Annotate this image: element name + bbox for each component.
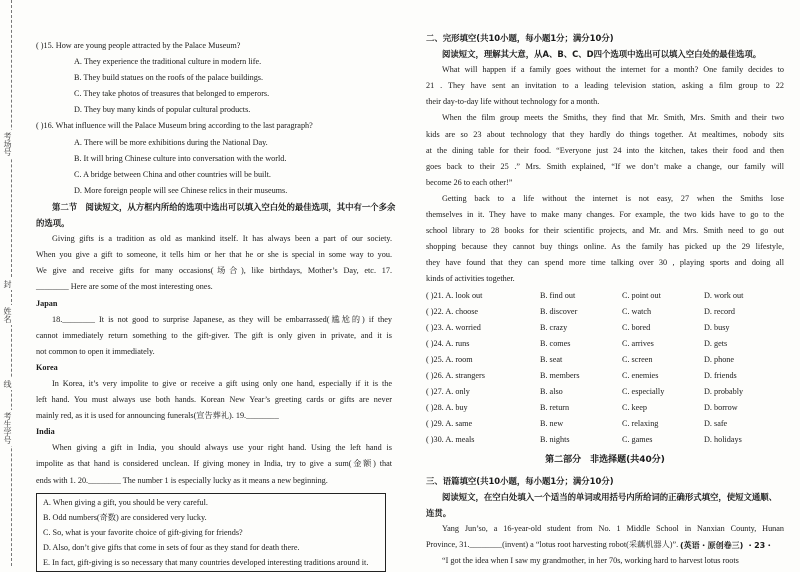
cloze-heading: 二、完形填空(共10小题，每小题1分；满分10分)	[426, 33, 614, 43]
passage-line: they have found that they can spend more time talking over 30 , playing sports and doing all	[426, 258, 784, 268]
passage-line: When the film group meets the Smiths, they find that Mr. Smith, Mrs. Smith and their two	[442, 113, 784, 123]
section-3-heading: 三、语篇填空(共10小题，每小题1分；满分10分)	[426, 475, 614, 486]
cloze-option: D. friends	[704, 370, 737, 380]
cloze-option: C. watch	[622, 306, 652, 316]
binding-label-line: 线	[3, 380, 12, 388]
right-column	[426, 30, 784, 569]
heading-korea: Korea	[36, 362, 58, 372]
q15-option: B. They build statues on the roofs of the palace buildings.	[74, 73, 264, 83]
cloze-row	[426, 320, 784, 336]
cloze-option: C. especially	[622, 387, 665, 397]
section-2-title-cont: 的选项。	[36, 218, 70, 229]
binding-label-name: 姓名	[3, 307, 12, 323]
cloze-option: B. also	[540, 387, 563, 397]
cloze-question-option-a: ( )30. A. meals	[426, 435, 475, 445]
q16-option: A. There will be more exhibitions during the National Day.	[74, 137, 268, 147]
cloze-option: C. arrives	[622, 338, 654, 348]
passage-line: Province, 31.________(invent) a “lotus root harvesting robot(采藕机器人)”.	[426, 539, 679, 549]
passage-line: When giving a gift in India, you should always use your right hand. Using the left hand is	[52, 443, 392, 453]
cloze-row	[426, 400, 784, 416]
cloze-question-option-a: ( )28. A. buy	[426, 403, 468, 413]
cloze-option: C. relaxing	[622, 419, 659, 429]
cloze-row	[426, 416, 784, 432]
passage-line: not common to open it immediately.	[36, 346, 155, 356]
box-option: B. Odd numbers(奇数) are considered very lucky.	[43, 512, 207, 522]
cloze-option: B. seat	[540, 354, 563, 364]
cloze-question-option-a: ( )27. A. only	[426, 387, 470, 397]
q16-option: C. A bridge between China and other countries will be built.	[74, 169, 271, 179]
cloze-option: B. crazy	[540, 322, 568, 332]
passage-line: Yang Jun’so, a 16-year-old student from No. 1 Middle School in Nanxian County, Hunan	[442, 523, 784, 533]
q15-option: A. They experience the traditional culture in modern life.	[74, 57, 262, 67]
cloze-row	[426, 368, 784, 384]
cloze-option: D. borrow	[704, 403, 738, 413]
passage-line: cannot immediately return something to the gift-giver. The gift is only given in private, and it is	[36, 330, 392, 340]
cloze-option: D. work out	[704, 290, 744, 300]
cloze-row	[426, 352, 784, 368]
section-3-instruction-cont: 连贯。	[426, 507, 452, 518]
cloze-question-option-a: ( )22. A. choose	[426, 306, 479, 316]
box-option: C. So, what is your favorite choice of gift-giving for friends?	[43, 527, 243, 537]
box-option: A. When giving a gift, you should be very careful.	[43, 497, 208, 507]
cloze-option: C. enemies	[622, 370, 659, 380]
passage-line: ends with 1. 20.________ The number 1 is especially lucky as it means a new beginning.	[36, 475, 328, 485]
q15-option: D. They buy many kinds of popular cultural products.	[74, 105, 251, 115]
passage-line: We give and receive gifts for many occasions(场合), like birthdays, Mother’s Day, etc. 17.	[36, 266, 392, 276]
passage-line: In Korea, it’s very impolite to give or receive a gift using only one hand, especially if it is the	[52, 378, 392, 388]
cloze-option: B. find out	[540, 290, 576, 300]
question-15-stem: ( )15. How are young people attracted by the Palace Museum?	[36, 41, 241, 50]
cloze-options-table	[426, 288, 784, 449]
passage-line: goes back to their 25 .” Mrs. Smith explained, “If we don’t make a change, our family will	[426, 161, 784, 171]
cloze-instruction: 阅读短文，理解其大意，从A、B、C、D四个选项中选出可以填入空白处的最佳选项。	[442, 49, 762, 60]
left-column	[36, 38, 396, 572]
cloze-row	[426, 288, 784, 304]
cloze-question-option-a: ( )26. A. strangers	[426, 370, 485, 380]
binding-label-seal: 封	[3, 280, 12, 288]
cloze-option: D. holidays	[704, 435, 742, 445]
cloze-row	[426, 432, 784, 448]
passage-line: school library to 28 books for their scientific projects, and Mr. and Mrs. Smith need to go out	[426, 226, 784, 236]
cloze-option: B. comes	[540, 338, 571, 348]
heading-japan: Japan	[36, 298, 58, 308]
box-option: E. In fact, gift-giving is so necessary that many countries developed interesting traditions around it.	[43, 557, 369, 567]
binding-margin	[0, 0, 22, 566]
passage-line: become 26 to each other!”	[426, 177, 513, 187]
part-2-title: 第二部分 非选择题(共40分)	[545, 455, 665, 466]
cloze-option: C. games	[622, 435, 653, 445]
binding-label-exam-no: 考场号	[3, 132, 12, 156]
cloze-option: C. keep	[622, 403, 648, 413]
cloze-row	[426, 336, 784, 352]
cloze-option: C. bored	[622, 322, 651, 332]
cloze-option: C. screen	[622, 354, 653, 364]
cloze-option: D. record	[704, 306, 735, 316]
cloze-option: B. nights	[540, 435, 570, 445]
passage-line: Giving gifts is a tradition as old as mankind itself. It has always been a part of our society.	[52, 234, 392, 244]
cloze-question-option-a: ( )24. A. runs	[426, 338, 470, 348]
question-16-stem: ( )16. What influence will the Palace Museum bring according to the last paragraph?	[36, 121, 313, 131]
cloze-row	[426, 304, 784, 320]
page-footer: (英语・原创卷三) ・23・	[680, 541, 774, 550]
cloze-option: D. gets	[704, 338, 728, 348]
cloze-question-option-a: ( )29. A. same	[426, 419, 473, 429]
q16-option: B. It will bring Chinese culture into conversation with the world.	[74, 153, 287, 163]
cloze-question-option-a: ( )25. A. room	[426, 354, 473, 364]
cloze-option: B. return	[540, 403, 570, 413]
cloze-option: D. busy	[704, 322, 730, 332]
cloze-row	[426, 384, 784, 400]
passage-line: “I got the idea when I saw my grandmother, in her 70s, working hard to harvest lotus roots	[442, 556, 739, 565]
passage-line: ________ Here are some of the most interesting ones.	[36, 282, 213, 292]
cloze-option: C. point out	[622, 290, 661, 300]
cloze-question-option-a: ( )21. A. look out	[426, 290, 483, 300]
passage-line: What will happen if a family goes without the internet for a month? One family decides to	[442, 65, 784, 75]
q15-option: C. They take photos of treasures that belonged to emperors.	[74, 89, 270, 99]
options-box	[36, 493, 386, 572]
passage-line: their day-to-day life without technology for a month.	[426, 97, 600, 107]
cloze-question-option-a: ( )23. A. worried	[426, 322, 481, 332]
passage-line: When you give a gift to someone, it tells him or her that he or she is special in some way to you.	[36, 250, 392, 260]
cloze-option: D. probably	[704, 387, 744, 397]
heading-india: India	[36, 427, 55, 437]
passage-line: impolite as that hand is considered unclean. If giving money in India, try to give a sum(金额) that	[36, 459, 392, 469]
passage-line: mainly red, as it is used for announcing funerals(宣告葬礼). 19.________	[36, 411, 279, 421]
cloze-option: B. members	[540, 370, 580, 380]
passage-line: shopping because they cannot buy things online. As the family has picked up the 29 lifestyle,	[426, 242, 784, 252]
section-3-instruction: 阅读短文，在空白处填入一个适当的单词或用括号内所给词的正确形式填空，使短文通顺、	[442, 491, 777, 502]
passage-line: kids are so 23 about technology that they hardly do things together. At mealtimes, nobody sits	[426, 129, 784, 139]
cloze-option: D. safe	[704, 419, 728, 429]
passage-line: left hand. You must always use both hands. Korean New Year’s greeting cards or gifts are never	[36, 395, 392, 405]
cloze-option: B. discover	[540, 306, 578, 316]
box-option: D. Also, don’t give gifts that come in sets of four as they stand for death there.	[43, 542, 300, 552]
q16-option: D. More foreign people will see Chinese relics in their museums.	[74, 185, 288, 195]
cloze-option: D. phone	[704, 354, 735, 364]
passage-line: 18.________ It is not good to surprise Japanese, as they will be embarrassed(尴尬的) if they	[52, 314, 392, 324]
cloze-option: B. new	[540, 419, 564, 429]
passage-line: themselves in it. They have to make many changes. For example, the two kids have to go to the	[426, 210, 784, 220]
binding-label-seat: 考生学号	[3, 412, 12, 444]
passage-line: 21 . They have sent an invitation to a leading television station, asking a film group to 22	[426, 81, 784, 91]
passage-line: Getting back to a life without the internet is not easy, 27 when the Smiths lose	[442, 193, 784, 203]
passage-line: at the dining table for their food. “Everyone just 24 into the kitchen, takes their food and then	[426, 145, 784, 155]
section-2-title: 第二节 阅读短文，从方框内所给的选项中选出可以填入空白处的最佳选项，其中有一个多余	[52, 201, 396, 212]
passage-line: kinds of activities together.	[426, 274, 515, 284]
